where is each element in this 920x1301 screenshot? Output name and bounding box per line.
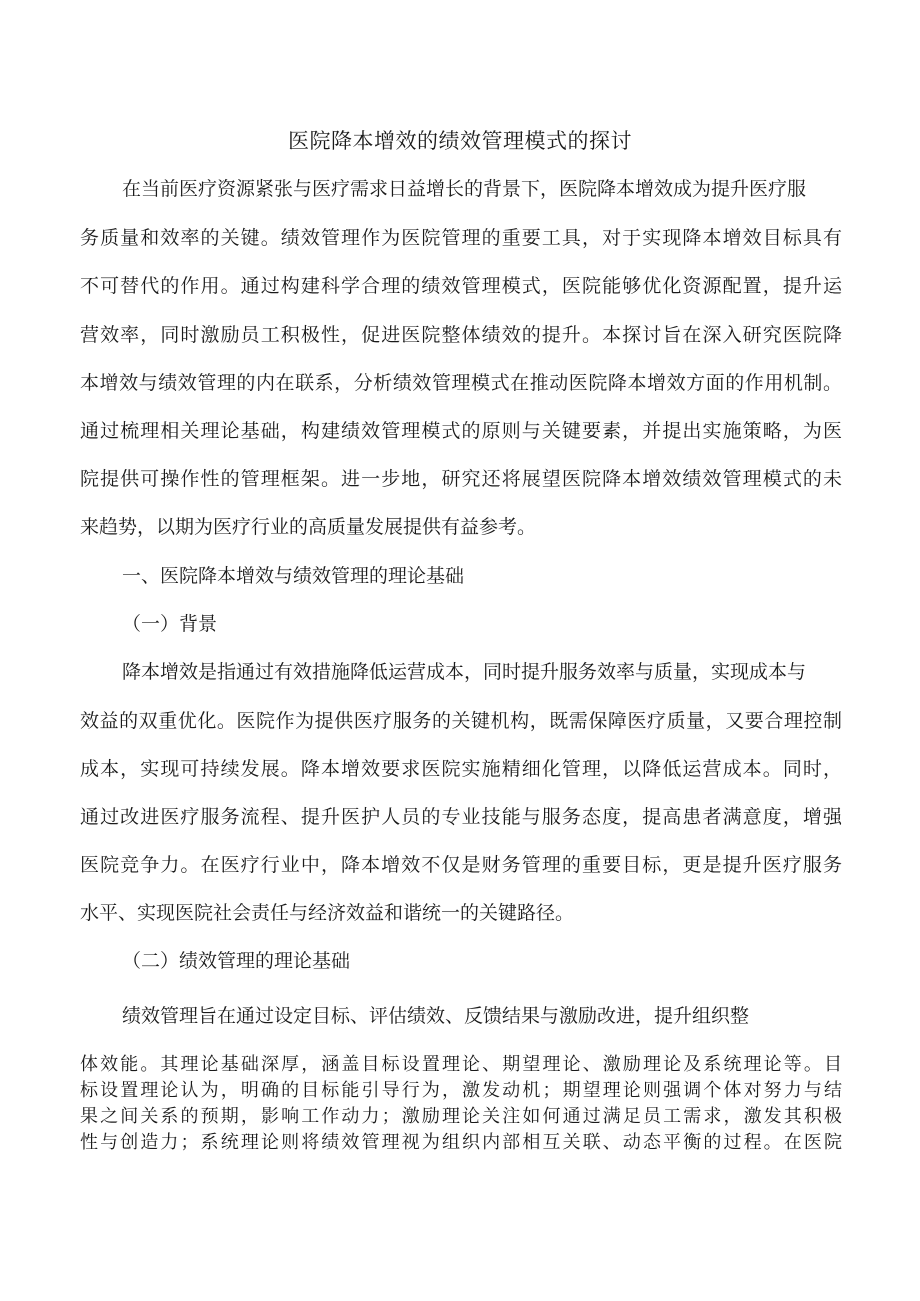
sub1-line-2: 效益的双重优化。医院作为提供医疗服务的关键机构，既需保障医疗质量，又要合理控制 [80,710,842,732]
intro-line-6: 通过梳理相关理论基础，构建绩效管理模式的原则与关键要素，并提出实施策略，为医 [80,420,842,442]
sub2-line-4: 果之间关系的预期，影响工作动力；激励理论关注如何通过满足员工需求，激发其积极 [80,1106,842,1127]
sub2-line-1: 绩效管理旨在通过设定目标、评估绩效、反馈结果与激励改进，提升组织整 [122,1005,750,1027]
intro-line-2: 务质量和效率的关键。绩效管理作为医院管理的重要工具，对于实现降本增效目标具有 [80,227,842,249]
sub1-line-1: 降本增效是指通过有效措施降低运营成本，同时提升服务效率与质量，实现成本与 [122,661,807,683]
sub1-line-3: 成本，实现可持续发展。降本增效要求医院实施精细化管理，以降低运营成本。同时， [80,758,842,780]
intro-line-7: 院提供可操作性的管理框架。进一步地，研究还将展望医院降本增效绩效管理模式的未 [80,468,842,490]
intro-line-3: 不可替代的作用。通过构建科学合理的绩效管理模式，医院能够优化资源配置，提升运 [80,275,842,297]
sub1-line-6: 水平、实现医院社会责任与经济效益和谐统一的关键路径。 [80,902,575,924]
section-1-heading: 一、医院降本增效与绩效管理的理论基础 [122,565,465,587]
intro-line-1: 在当前医疗资源紧张与医疗需求日益增长的背景下，医院降本增效成为提升医疗服 [122,178,807,200]
intro-line-5: 本增效与绩效管理的内在联系，分析绩效管理模式在推动医院降本增效方面的作用机制。 [80,372,842,394]
sub1-line-4: 通过改进医疗服务流程、提升医护人员的专业技能与服务态度，提高患者满意度，增强 [80,806,842,828]
subsection-1-heading: （一）背景 [122,613,218,635]
intro-line-4: 营效率，同时激励员工积极性，促进医院整体绩效的提升。本探讨旨在深入研究医院降 [80,324,842,346]
document-title: 医院降本增效的绩效管理模式的探讨 [288,129,632,153]
subsection-2-heading: （二）绩效管理的理论基础 [122,950,351,972]
intro-line-8: 来趋势，以期为医疗行业的高质量发展提供有益参考。 [80,516,537,538]
sub2-line-5: 性与创造力；系统理论则将绩效管理视为组织内部相互关联、动态平衡的过程。在医院 [80,1132,842,1153]
sub1-line-5: 医院竞争力。在医疗行业中，降本增效不仅是财务管理的重要目标，更是提升医疗服务 [80,854,842,876]
sub2-line-3: 标设置理论认为，明确的目标能引导行为，激发动机；期望理论则强调个体对努力与结 [80,1080,842,1101]
sub2-line-2: 体效能。其理论基础深厚，涵盖目标设置理论、期望理论、激励理论及系统理论等。目 [80,1054,842,1075]
